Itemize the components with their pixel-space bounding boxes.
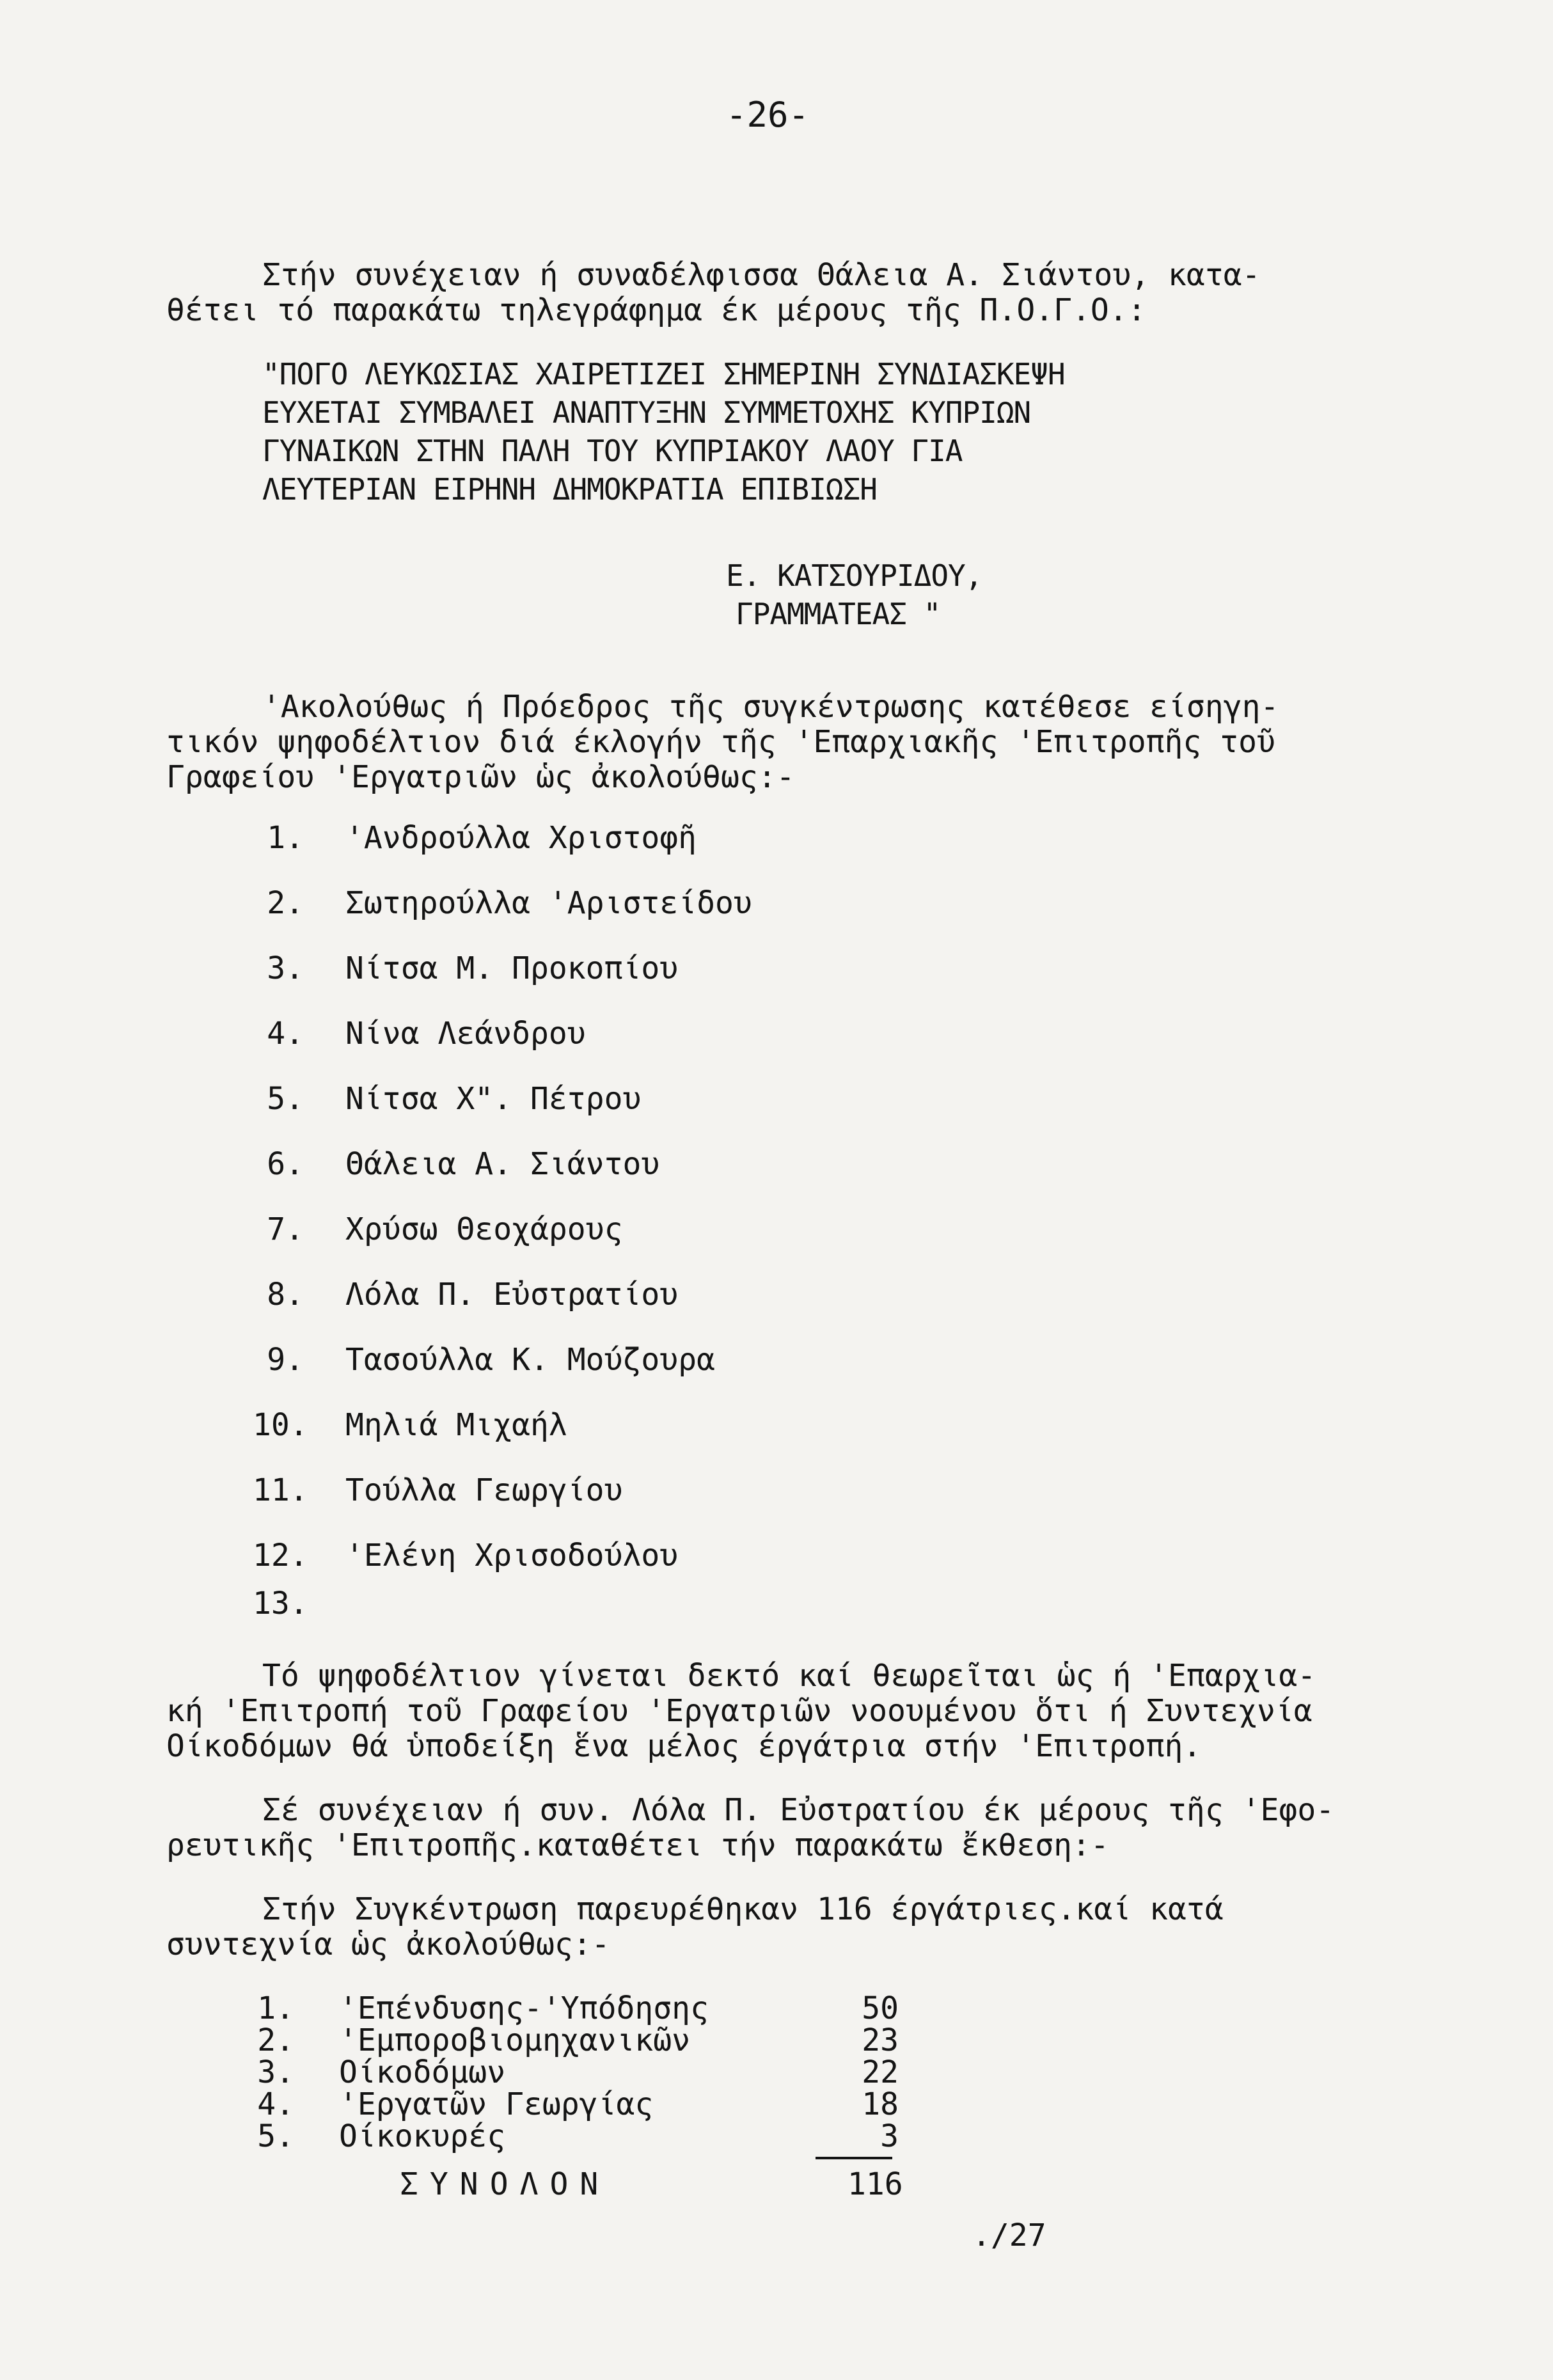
list-number: 1. — [267, 820, 304, 856]
paragraph-line: Οίκοδόμων θά ὑποδείξη ἕνα μέλος έργάτρια στήν 'Επιτροπή. — [166, 1728, 1202, 1764]
paragraph-line: τικόν ψηφοδέλτιον διά έκλογήν τῆς 'Επαρχιακῆς 'Επιτροπῆς τοῦ — [166, 724, 1275, 760]
row-count: 23 — [862, 2022, 899, 2058]
telegram-line: ΕΥΧΕΤΑΙ ΣΥΜΒΑΛΕΙ ΑΝΑΠΤΥΞΗΝ ΣΥΜΜΕΤΟΧΗΣ ΚΥΠΡΙΩΝ — [262, 395, 1031, 430]
list-number: 10. — [253, 1407, 308, 1443]
page-number: -26- — [726, 95, 810, 135]
paragraph-line: Τό ψηφοδέλτιον γίνεται δεκτό καί θεωρεῖται ὡς ή 'Επαρχια- — [262, 1658, 1316, 1694]
list-number: 11. — [253, 1472, 308, 1508]
total-label: ΣΥΝΟΛΟΝ — [400, 2166, 610, 2202]
row-union: 'Εμποροβιομηχανικῶν — [339, 2022, 691, 2058]
paragraph-line: θέτει τό παρακάτω τηλεγράφημα έκ μέρους τῆς Π.Ο.Γ.Ο.: — [166, 292, 1146, 328]
list-name: Χρύσω Θεοχάρους — [345, 1211, 623, 1247]
list-number: 6. — [267, 1146, 304, 1182]
row-number: 4. — [257, 2086, 294, 2122]
telegram-line: ΛΕΥΤΕΡΙΑΝ ΕΙΡΗΝΗ ΔΗΜΟΚΡΑΤΙΑ ΕΠΙΒΙΩΣΗ — [262, 472, 877, 507]
next-page-marker: ./27 — [972, 2218, 1046, 2253]
row-union: 'Επένδυσης-'Υπόδησης — [339, 1990, 709, 2026]
list-name: Τασούλλα Κ. Μούζουρα — [345, 1342, 715, 1378]
signature-title: ΓΡΑΜΜΑΤΕΑΣ " — [736, 597, 941, 631]
row-count: 3 — [880, 2118, 899, 2154]
total-value: 116 — [847, 2166, 903, 2202]
paragraph-line: Στήν Συγκέντρωση παρευρέθηκαν 116 έργάτριες.καί κατά — [262, 1891, 1224, 1927]
row-union: Οίκοδόμων — [339, 2054, 506, 2090]
telegram-line: ΓΥΝΑΙΚΩΝ ΣΤΗΝ ΠΑΛΗ ΤΟΥ ΚΥΠΡΙΑΚΟΥ ΛΑΟΥ ΓΙΑ — [262, 434, 963, 468]
list-number: 2. — [267, 885, 304, 921]
list-name: Νίτσα Μ. Προκοπίου — [345, 950, 679, 986]
paragraph-line: Γραφείου 'Εργατριῶν ὡς ἀκολούθως:- — [166, 759, 795, 795]
list-name: Μηλιά Μιχαήλ — [345, 1407, 567, 1443]
list-number: 7. — [267, 1211, 304, 1247]
list-number: 4. — [267, 1016, 304, 1052]
list-name: 'Ανδρούλλα Χριστοφῆ — [345, 820, 697, 856]
list-number: 12. — [253, 1538, 308, 1573]
paragraph-line: Στήν συνέχειαν ή συναδέλφισσα Θάλεια Α. Σιάντου, κατα- — [262, 257, 1261, 293]
list-number: 8. — [267, 1277, 304, 1312]
list-name: Νίτσα Χ". Πέτρου — [345, 1081, 642, 1117]
paragraph-line: ρευτικῆς 'Επιτροπῆς.καταθέτει τήν παρακάτω ἔκθεση:- — [166, 1827, 1109, 1863]
telegram-line: "ΠΟΓΟ ΛΕΥΚΩΣΙΑΣ ΧΑΙΡΕΤΙΖΕΙ ΣΗΜΕΡΙΝΗ ΣΥΝΔΙΑΣΚΕΨΗ — [262, 357, 1065, 391]
paragraph-line: συντεχνία ὡς ἀκολούθως:- — [166, 1927, 610, 1962]
list-name: Λόλα Π. Εὐστρατίου — [345, 1277, 679, 1312]
row-number: 1. — [257, 1990, 294, 2026]
row-union: Οίκοκυρές — [339, 2118, 506, 2154]
paragraph-line: κή 'Επιτροπή τοῦ Γραφείου 'Εργατριῶν νοουμένου ὅτι ή Συντεχνία — [166, 1693, 1313, 1729]
list-name: 'Ελένη Χρισοδούλου — [345, 1538, 679, 1573]
sum-rule — [816, 2157, 892, 2159]
list-number: 3. — [267, 950, 304, 986]
row-count: 18 — [862, 2086, 899, 2122]
list-name: Νίνα Λεάνδρου — [345, 1016, 586, 1052]
list-number: 5. — [267, 1081, 304, 1117]
row-count: 50 — [862, 1990, 899, 2026]
row-count: 22 — [862, 2054, 899, 2090]
list-name: Τούλλα Γεωργίου — [345, 1472, 623, 1508]
list-number: 13. — [253, 1586, 308, 1621]
list-number: 9. — [267, 1342, 304, 1378]
row-union: 'Εργατῶν Γεωργίας — [339, 2086, 654, 2122]
paragraph-line: 'Ακολούθως ή Πρόεδρος τῆς συγκέντρωσης κατέθεσε είσηγη- — [262, 689, 1279, 725]
list-name: Σωτηρούλλα 'Αριστείδου — [345, 885, 752, 921]
signature-name: Ε. ΚΑΤΣΟΥΡΙΔΟΥ, — [726, 558, 982, 593]
row-number: 3. — [257, 2054, 294, 2090]
row-number: 2. — [257, 2022, 294, 2058]
paragraph-line: Σέ συνέχειαν ή συν. Λόλα Π. Εὐστρατίου έκ μέρους τῆς 'Εφο- — [262, 1792, 1335, 1828]
list-name: Θάλεια Α. Σιάντου — [345, 1146, 660, 1182]
row-number: 5. — [257, 2118, 294, 2154]
